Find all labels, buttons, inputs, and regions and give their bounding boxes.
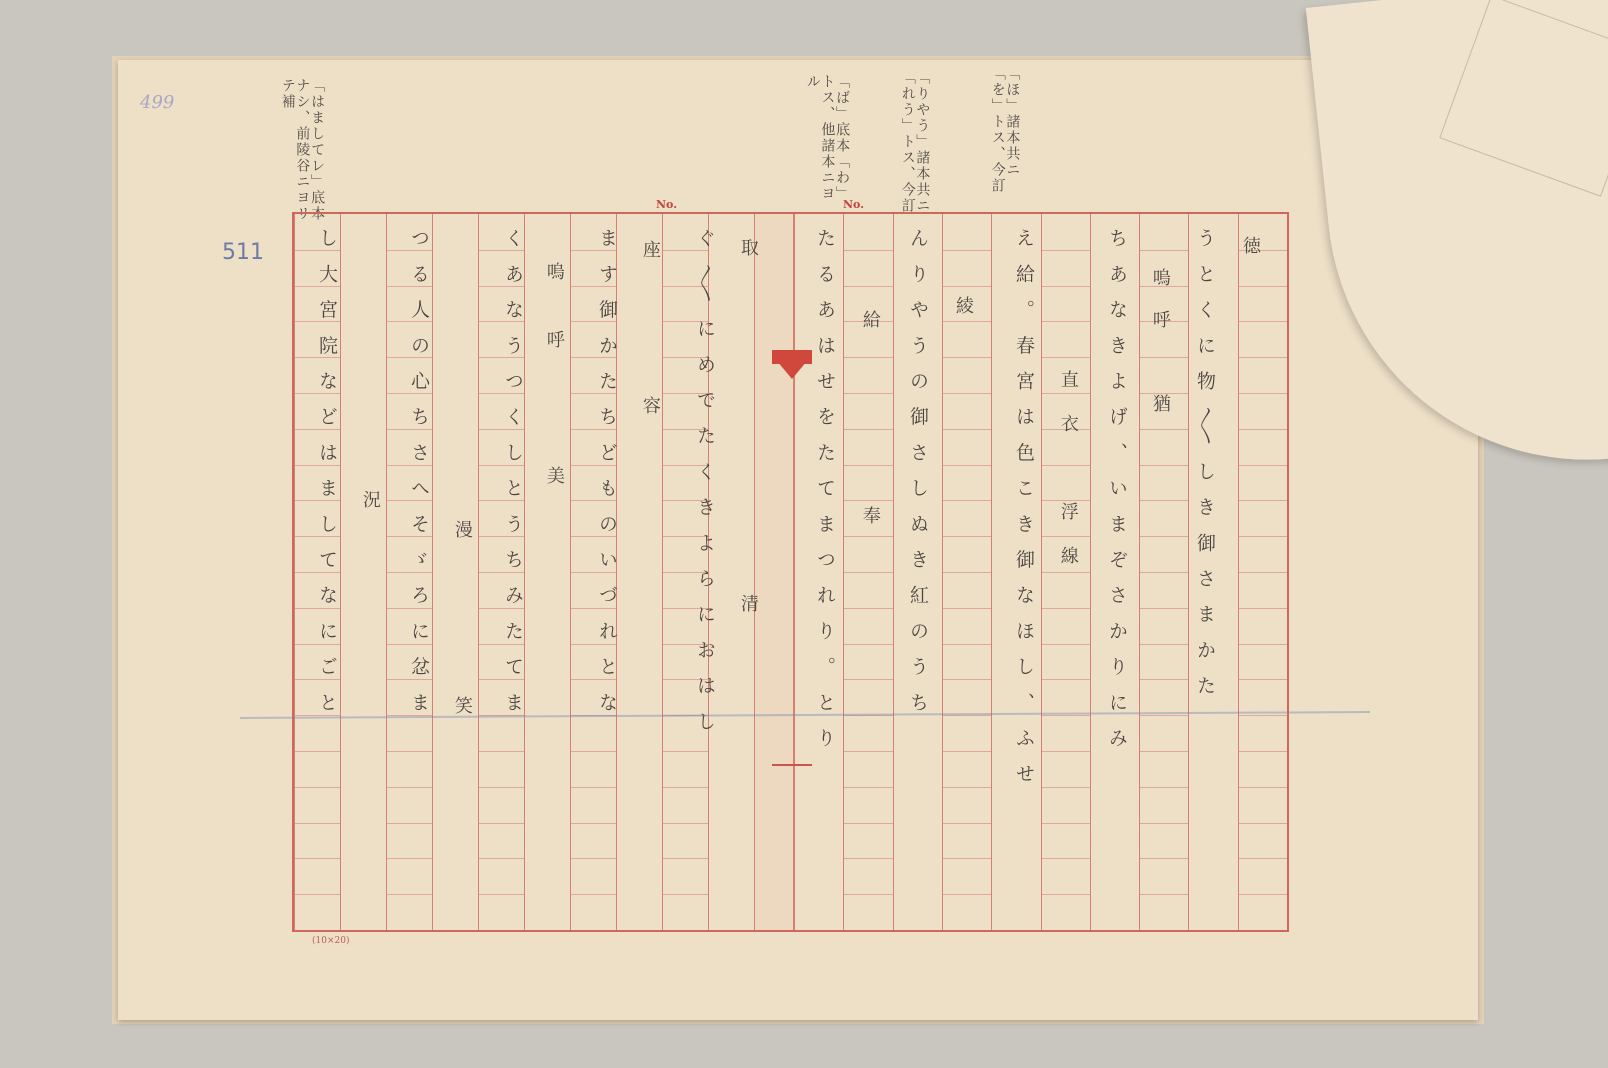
grid-cell-line [1239,751,1287,752]
grid-cell-line [1239,321,1287,322]
grid-cell-line [943,465,991,466]
grid-cell-line [1140,823,1188,824]
grid-column [942,214,991,930]
text-column-3: え給。春宮は色こき御なほし、ふせ [1013,228,1035,800]
grid-cell-line [1239,644,1287,645]
grid-cell-line [1239,679,1287,680]
grid-cell-line [663,894,708,895]
grid-cell-line [387,787,432,788]
grid-cell-line [844,250,892,251]
grid-cell-line [844,644,892,645]
grid-cell-line [844,894,892,895]
grid-cell-line [479,787,524,788]
annotation-8: 嗚呼 美 [543,262,565,534]
grid-cell-line [1239,286,1287,287]
grid-cell-line [943,787,991,788]
grid-cell-line [571,858,616,859]
grid-center-gutter [754,214,794,930]
grid-cell-line [1239,393,1287,394]
grid-cell-line [844,751,892,752]
text-column-9: つる人の心ちさへそゞろに忿ま [408,228,430,728]
grid-cell-line [1042,679,1090,680]
grid-cell-line [943,393,991,394]
grid-cell-line [943,321,991,322]
grid-cell-line [844,823,892,824]
grid-cell-line [1042,321,1090,322]
grid-cell-line [479,858,524,859]
grid-cell-line [1042,644,1090,645]
grid-cell-line [1140,536,1188,537]
grid-cell-line [479,823,524,824]
grid-cell-line [295,751,340,752]
margin-note-1: 「ほ」諸本共ニ「を」トス、今訂 [989,66,1021,194]
text-column-10: し大宮院などはましてなにごと [316,228,338,728]
grid-cell-line [844,787,892,788]
grid-cell-line [571,894,616,895]
grid-cell-line [1042,286,1090,287]
grid-cell-line [1239,715,1287,716]
grid-cell-line [663,751,708,752]
no-label-left: No. [656,198,678,211]
grid-cell-line [943,608,991,609]
grid-cell-line [1140,751,1188,752]
manuscript-grid [292,212,1289,932]
grid-cell-line [1239,536,1287,537]
grid-cell-line [844,679,892,680]
grid-cell-line [1140,250,1188,251]
grid-cell-line [943,500,991,501]
grid-cell-line [1042,823,1090,824]
text-column-1: うとくに物〳〵しき御さまかた [1194,228,1216,712]
annotation-9: 漫 笑 [451,520,473,784]
grid-cell-line [1140,644,1188,645]
grid-cell-line [1239,858,1287,859]
grid-cell-line [387,751,432,752]
grid-cell-line [1239,787,1287,788]
grid-cell-line [1239,894,1287,895]
annotation-5: 給 奉 [859,310,881,604]
grid-cell-line [295,858,340,859]
annotation-10: 況 [359,490,381,510]
grid-cell-line [943,823,991,824]
grid-cell-line [943,572,991,573]
grid-cell-line [1042,357,1090,358]
annotation-1: 徳 [1239,236,1261,256]
grid-cell-line [1140,858,1188,859]
grid-column [1238,214,1287,930]
grid-cell-line [844,608,892,609]
no-label-right: No. [843,198,865,211]
grid-cell-line [1140,787,1188,788]
grid-cell-line [1140,608,1188,609]
grid-cell-line [1042,715,1090,716]
grid-cell-line [943,644,991,645]
grid-cell-line [571,787,616,788]
grid-cell-line [1042,608,1090,609]
grid-cell-line [1239,357,1287,358]
grid-cell-line [571,751,616,752]
margin-note-2: 「りやう」諸本共ニ「れう」トス、今訂 [899,70,931,214]
annotation-2: 嗚呼 猶 [1149,268,1171,436]
grid-cell-line [387,858,432,859]
grid-cell-line [943,250,991,251]
annotation-7: 座 容 [639,240,661,474]
annotation-4: 綾 [952,296,974,316]
grid-cell-line [295,823,340,824]
text-column-7: ます御かたちどものいづれとな [596,228,618,728]
grid-cell-line [1042,787,1090,788]
text-column-5: たるあはせをたてまつれり。とり [814,228,836,764]
grid-cell-line [844,286,892,287]
annotation-6: 取 清 [737,238,759,772]
grid-ruby-column [340,214,386,930]
grid-cell-line [943,357,991,358]
grid-cell-line [943,894,991,895]
grid-cell-line [1042,858,1090,859]
grid-cell-line [1239,608,1287,609]
center-tick [772,764,812,766]
grid-cell-line [844,858,892,859]
center-ornament [772,355,812,379]
grid-cell-line [663,823,708,824]
text-column-4: んりやうの御さしぬき紅のうち [907,228,929,728]
grid-cell-line [387,894,432,895]
grid-cell-line [1239,465,1287,466]
grid-cell-line [387,823,432,824]
text-column-6: ぐ〳〵にめでたくきよらにおはし [694,228,716,747]
grid-cell-line [295,787,340,788]
grid-cell-line [1042,894,1090,895]
grid-cell-line [1239,572,1287,573]
grid-cell-line [1042,751,1090,752]
grid-cell-line [943,715,991,716]
text-column-8: くあなうつくしとうちみたてま [502,228,524,728]
grid-cell-line [1042,250,1090,251]
grid-cell-line [479,894,524,895]
grid-cell-line [943,286,991,287]
grid-size-label: (10×20) [312,936,350,946]
grid-cell-line [1140,465,1188,466]
grid-cell-line [943,429,991,430]
grid-cell-line [1140,500,1188,501]
grid-cell-line [1239,429,1287,430]
page-number: 499 [140,92,175,113]
grid-cell-line [571,823,616,824]
annotation-3: 直衣 浮線 [1057,370,1079,590]
grid-cell-line [295,894,340,895]
grid-cell-line [1140,679,1188,680]
grid-cell-line [479,751,524,752]
text-column-2: ちあなきよげ、いまぞさかりにみ [1106,228,1128,764]
grid-cell-line [943,536,991,537]
grid-cell-line [1140,572,1188,573]
grid-cell-line [1140,894,1188,895]
grid-cell-line [943,751,991,752]
grid-cell-line [943,679,991,680]
grid-cell-line [663,787,708,788]
side-number: 511 [222,240,264,265]
grid-cell-line [663,858,708,859]
grid-cell-line [1239,823,1287,824]
grid-cell-line [943,858,991,859]
grid-cell-line [1239,500,1287,501]
margin-note-3: 「ば」底本「わ」トス、他諸本ニヨル [804,74,851,202]
margin-note-4: 「はましてレ」底本ナシ、前陵谷ニヨリテ補 [279,78,326,222]
grid-cell-line [1140,715,1188,716]
